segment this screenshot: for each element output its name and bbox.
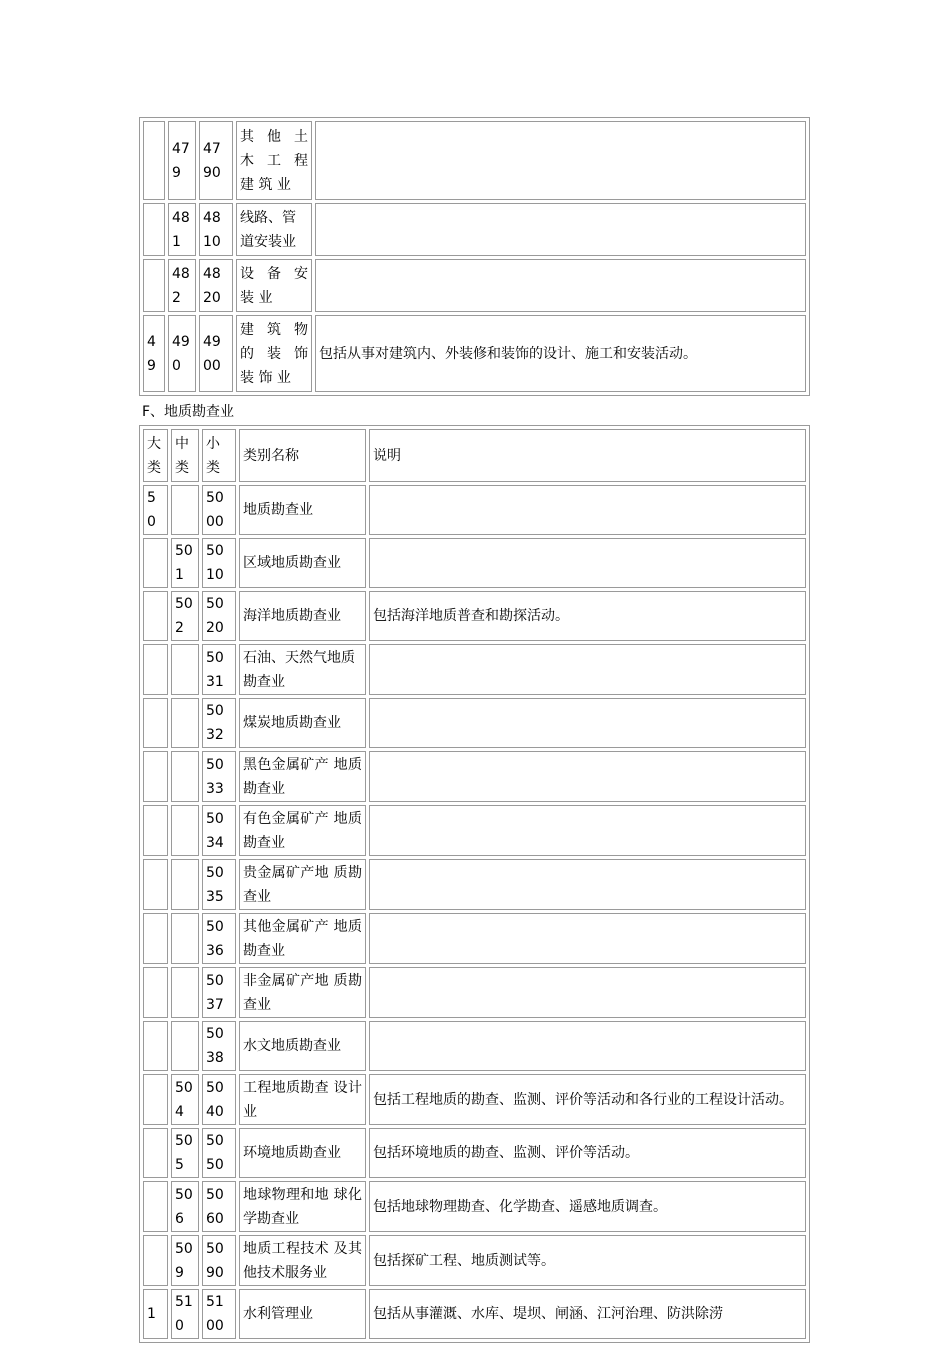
description-cell xyxy=(369,913,806,964)
table-row xyxy=(143,805,806,856)
medium-class-cell xyxy=(171,805,199,856)
table-header-row xyxy=(143,429,806,482)
minor-class-cell: 5033 xyxy=(202,751,236,802)
medium-class-cell xyxy=(171,644,199,695)
medium-class-cell: 481 xyxy=(168,203,196,256)
table-row xyxy=(143,698,806,748)
minor-class-cell: 5050 xyxy=(202,1128,236,1178)
table-row xyxy=(143,913,806,964)
header-major-class: 大类 xyxy=(143,429,168,482)
major-class-cell xyxy=(143,967,168,1018)
description-cell xyxy=(369,538,806,588)
minor-class-cell: 5035 xyxy=(202,859,236,910)
description-cell xyxy=(369,644,806,695)
category-name-cell: 有色金属矿产 地质勘查业 xyxy=(239,805,366,856)
header-description: 说明 xyxy=(369,429,806,482)
medium-class-cell xyxy=(171,913,199,964)
description-cell: 包括从事对建筑内、外装修和装饰的设计、施工和安装活动。 xyxy=(315,315,806,392)
category-name-cell: 其 他 土 木 工 程 建 筑 业 xyxy=(236,121,312,200)
minor-class-cell: 5020 xyxy=(202,591,236,641)
major-class-cell xyxy=(143,259,165,312)
header-category-name: 类别名称 xyxy=(239,429,366,482)
medium-class-cell: 479 xyxy=(168,121,196,200)
medium-class-cell xyxy=(171,698,199,748)
major-class-cell xyxy=(143,1181,168,1232)
major-class-cell xyxy=(143,751,168,802)
medium-class-cell: 490 xyxy=(168,315,196,392)
minor-class-cell: 5032 xyxy=(202,698,236,748)
description-cell: 包括地球物理勘查、化学勘查、遥感地质调查。 xyxy=(369,1181,806,1232)
major-class-cell xyxy=(143,644,168,695)
category-name-cell: 贵金属矿产地 质勘查业 xyxy=(239,859,366,910)
table-row xyxy=(143,751,806,802)
table-row xyxy=(143,1289,806,1339)
major-class-cell xyxy=(143,1021,168,1071)
category-name-cell: 海洋地质勘查业 xyxy=(239,591,366,641)
minor-class-cell: 5090 xyxy=(202,1235,236,1286)
major-class-cell xyxy=(143,591,168,641)
table-row xyxy=(143,485,806,535)
description-cell xyxy=(369,967,806,1018)
section-heading: F、地质勘查业 xyxy=(142,404,235,420)
table-row xyxy=(143,538,806,588)
table-row xyxy=(143,859,806,910)
category-name-cell: 工程地质勘查 设计业 xyxy=(239,1074,366,1125)
medium-class-cell xyxy=(171,967,199,1018)
medium-class-cell xyxy=(171,1021,199,1071)
category-name-cell: 非金属矿产地 质勘查业 xyxy=(239,967,366,1018)
description-cell xyxy=(369,698,806,748)
category-name-cell: 水利管理业 xyxy=(239,1289,366,1339)
minor-class-cell: 5010 xyxy=(202,538,236,588)
medium-class-cell: 509 xyxy=(171,1235,199,1286)
major-class-cell xyxy=(143,121,165,200)
description-cell xyxy=(315,259,806,312)
description-cell: 包括工程地质的勘查、监测、评价等活动和各行业的工程设计活动。 xyxy=(369,1074,806,1125)
table-row xyxy=(143,1074,806,1125)
major-class-cell xyxy=(143,913,168,964)
table-row xyxy=(143,1128,806,1178)
major-class-cell: 50 xyxy=(143,485,168,535)
description-cell: 包括探矿工程、地质测试等。 xyxy=(369,1235,806,1286)
minor-class-cell: 4820 xyxy=(199,259,233,312)
construction-industry-table xyxy=(139,117,810,396)
table-row xyxy=(143,259,806,312)
major-class-cell: 49 xyxy=(143,315,165,392)
major-class-cell xyxy=(143,1128,168,1178)
minor-class-cell: 5037 xyxy=(202,967,236,1018)
table-row xyxy=(143,967,806,1018)
category-name-cell: 石油、天然气地质勘查业 xyxy=(239,644,366,695)
major-class-cell xyxy=(143,859,168,910)
medium-class-cell: 504 xyxy=(171,1074,199,1125)
geological-survey-table xyxy=(139,425,810,1343)
minor-class-cell: 4900 xyxy=(199,315,233,392)
minor-class-cell: 5000 xyxy=(202,485,236,535)
medium-class-cell xyxy=(171,485,199,535)
minor-class-cell: 5038 xyxy=(202,1021,236,1071)
category-name-cell: 线路、管道安装业 xyxy=(236,203,312,256)
minor-class-cell: 4790 xyxy=(199,121,233,200)
category-name-cell: 黑色金属矿产 地质勘查业 xyxy=(239,751,366,802)
description-cell xyxy=(369,485,806,535)
description-cell xyxy=(315,203,806,256)
description-cell: 包括海洋地质普查和勘探活动。 xyxy=(369,591,806,641)
major-class-cell xyxy=(143,538,168,588)
category-name-cell: 环境地质勘查业 xyxy=(239,1128,366,1178)
table-row xyxy=(143,121,806,200)
major-class-cell xyxy=(143,203,165,256)
medium-class-cell xyxy=(171,751,199,802)
category-name-cell: 设 备 安 装 业 xyxy=(236,259,312,312)
description-cell: 包括环境地质的勘查、监测、评价等活动。 xyxy=(369,1128,806,1178)
medium-class-cell: 501 xyxy=(171,538,199,588)
medium-class-cell: 502 xyxy=(171,591,199,641)
major-class-cell: 1 xyxy=(143,1289,168,1339)
description-cell xyxy=(369,805,806,856)
category-name-cell: 地质工程技术 及其他技术服务业 xyxy=(239,1235,366,1286)
table-row xyxy=(143,1021,806,1071)
minor-class-cell: 5031 xyxy=(202,644,236,695)
header-minor-class: 小类 xyxy=(202,429,236,482)
medium-class-cell: 505 xyxy=(171,1128,199,1178)
table-row xyxy=(143,1235,806,1286)
medium-class-cell: 482 xyxy=(168,259,196,312)
table-row xyxy=(143,203,806,256)
medium-class-cell: 510 xyxy=(171,1289,199,1339)
category-name-cell: 水文地质勘查业 xyxy=(239,1021,366,1071)
description-cell xyxy=(369,751,806,802)
description-cell: 包括从事灌溉、水库、堤坝、闸涵、江河治理、防洪除涝 xyxy=(369,1289,806,1339)
category-name-cell: 区域地质勘查业 xyxy=(239,538,366,588)
category-name-cell: 地质勘查业 xyxy=(239,485,366,535)
table-row xyxy=(143,1181,806,1232)
header-medium-class: 中类 xyxy=(171,429,199,482)
minor-class-cell: 5060 xyxy=(202,1181,236,1232)
minor-class-cell: 5036 xyxy=(202,913,236,964)
major-class-cell xyxy=(143,698,168,748)
category-name-cell: 煤炭地质勘查业 xyxy=(239,698,366,748)
category-name-cell: 建 筑 物 的 装 饰 装 饰 业 xyxy=(236,315,312,392)
medium-class-cell xyxy=(171,859,199,910)
description-cell xyxy=(369,1021,806,1071)
minor-class-cell: 5034 xyxy=(202,805,236,856)
category-name-cell: 其他金属矿产 地质勘查业 xyxy=(239,913,366,964)
minor-class-cell: 4810 xyxy=(199,203,233,256)
major-class-cell xyxy=(143,1235,168,1286)
minor-class-cell: 5100 xyxy=(202,1289,236,1339)
medium-class-cell: 506 xyxy=(171,1181,199,1232)
major-class-cell xyxy=(143,805,168,856)
table-row xyxy=(143,591,806,641)
description-cell xyxy=(369,859,806,910)
category-name-cell: 地球物理和地 球化学勘查业 xyxy=(239,1181,366,1232)
table-row xyxy=(143,644,806,695)
table-row xyxy=(143,315,806,392)
major-class-cell xyxy=(143,1074,168,1125)
description-cell xyxy=(315,121,806,200)
minor-class-cell: 5040 xyxy=(202,1074,236,1125)
